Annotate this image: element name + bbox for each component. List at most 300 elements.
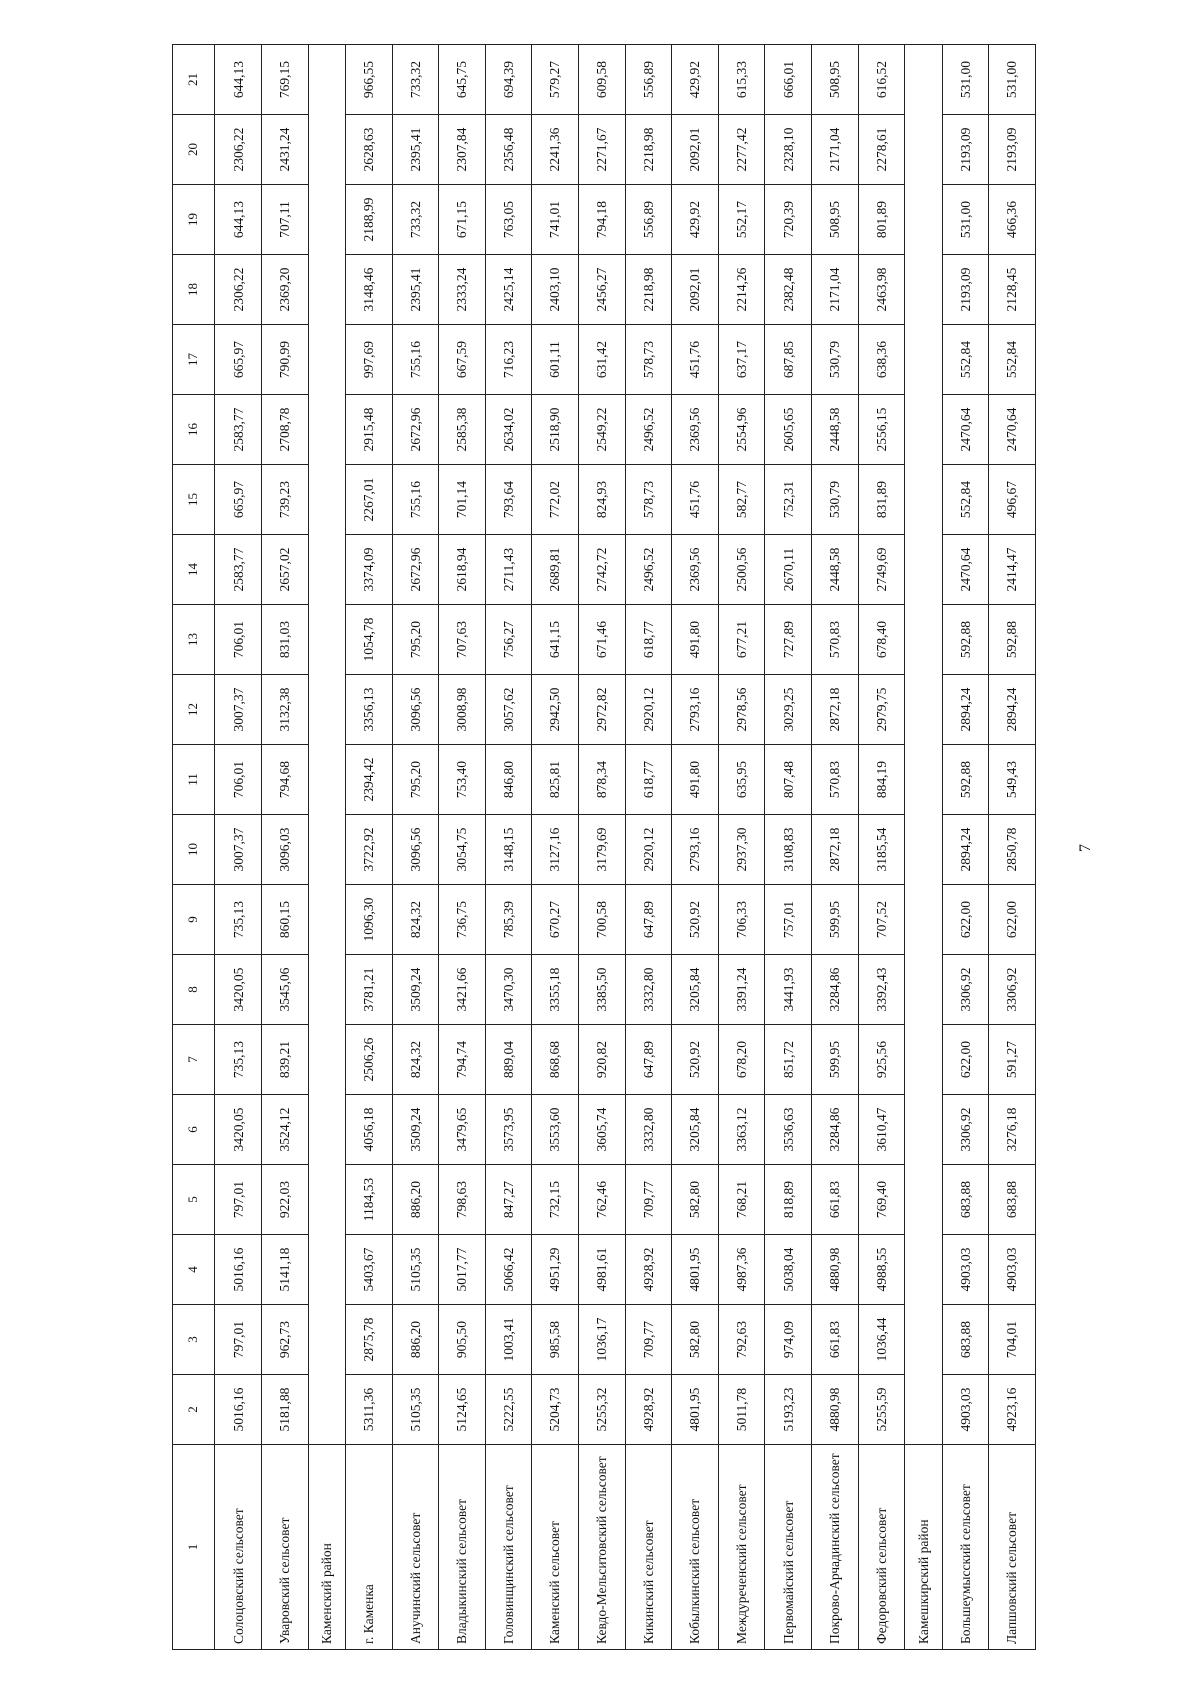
table-cell: 2872,18 — [812, 675, 859, 745]
table-cell: 707,52 — [858, 885, 905, 955]
table-cell: 2618,94 — [439, 535, 486, 605]
table-cell: 2749,69 — [858, 535, 905, 605]
settlement-name: Каменский сельсовет — [532, 1445, 579, 1650]
table-cell: 3332,80 — [625, 955, 672, 1025]
table-cell: 592,88 — [942, 745, 989, 815]
table-cell: 556,89 — [625, 185, 672, 255]
table-cell: 3509,24 — [392, 955, 439, 1025]
table-cell: 706,01 — [215, 605, 262, 675]
settlement-name: Уваровский сельсовет — [262, 1445, 309, 1650]
table-cell: 2369,56 — [672, 535, 719, 605]
table-cell: 2894,24 — [942, 675, 989, 745]
table-cell: 670,27 — [532, 885, 579, 955]
table-cell: 609,58 — [579, 45, 626, 115]
table-cell: 2395,41 — [392, 115, 439, 185]
table-cell: 757,01 — [765, 885, 812, 955]
table-cell: 2356,48 — [485, 115, 532, 185]
table-cell: 2556,15 — [858, 395, 905, 465]
table-cell: 706,01 — [215, 745, 262, 815]
data-table — [172, 44, 1036, 1650]
table-cell: 2188,99 — [345, 185, 392, 255]
table-cell: 4903,03 — [942, 1375, 989, 1445]
table-cell: 578,73 — [625, 465, 672, 535]
table-cell: 3553,60 — [532, 1095, 579, 1165]
table-cell: 578,73 — [625, 325, 672, 395]
table-cell: 2382,48 — [765, 255, 812, 325]
column-number: 17 — [173, 325, 215, 395]
table-cell: 2634,02 — [485, 395, 532, 465]
table-cell: 3479,65 — [439, 1095, 486, 1165]
table-cell: 794,74 — [439, 1025, 486, 1095]
table-cell: 520,92 — [672, 1025, 719, 1095]
table-cell: 4951,29 — [532, 1235, 579, 1305]
table-cell: 2271,67 — [579, 115, 626, 185]
table-cell: 638,36 — [858, 325, 905, 395]
table-cell: 2307,84 — [439, 115, 486, 185]
table-cell: 5403,67 — [345, 1235, 392, 1305]
table-cell: 694,39 — [485, 45, 532, 115]
table-cell: 3276,18 — [989, 1095, 1036, 1165]
table-cell: 3007,37 — [215, 815, 262, 885]
table-cell: 2920,12 — [625, 675, 672, 745]
table-cell: 647,89 — [625, 885, 672, 955]
table-cell: 3054,75 — [439, 815, 486, 885]
table-cell: 922,03 — [262, 1165, 309, 1235]
table-cell: 925,56 — [858, 1025, 905, 1095]
table-cell: 496,67 — [989, 465, 1036, 535]
table-cell: 739,23 — [262, 465, 309, 535]
table-cell: 570,83 — [812, 745, 859, 815]
table-cell: 868,68 — [532, 1025, 579, 1095]
column-number: 19 — [173, 185, 215, 255]
settlement-name: Кобылкинский сельсовет — [672, 1445, 719, 1650]
table-cell: 4801,95 — [672, 1235, 719, 1305]
table-cell: 508,95 — [812, 185, 859, 255]
table-cell: 451,76 — [672, 465, 719, 535]
table-cell: 3306,92 — [942, 955, 989, 1025]
table-row — [812, 45, 859, 1650]
column-number: 13 — [173, 605, 215, 675]
table-cell: 4880,98 — [812, 1235, 859, 1305]
table-cell: 2214,26 — [718, 255, 765, 325]
table-cell: 2425,14 — [485, 255, 532, 325]
table-cell: 1036,17 — [579, 1305, 626, 1375]
table-cell: 824,32 — [392, 885, 439, 955]
table-cell: 4928,92 — [625, 1235, 672, 1305]
table-cell: 3374,09 — [345, 535, 392, 605]
table-cell: 5011,78 — [718, 1375, 765, 1445]
table-cell: 552,84 — [942, 325, 989, 395]
table-cell: 3573,95 — [485, 1095, 532, 1165]
table-cell: 5181,88 — [262, 1375, 309, 1445]
table-cell: 878,34 — [579, 745, 626, 815]
table-cell: 4880,98 — [812, 1375, 859, 1445]
table-cell: 3057,62 — [485, 675, 532, 745]
table-cell: 3420,05 — [215, 955, 262, 1025]
table-cell: 2092,01 — [672, 255, 719, 325]
table-cell: 2193,09 — [942, 115, 989, 185]
table-cell: 2670,11 — [765, 535, 812, 605]
table-cell: 3524,12 — [262, 1095, 309, 1165]
table-cell: 732,15 — [532, 1165, 579, 1235]
table-cell: 641,15 — [532, 605, 579, 675]
table-cell: 3096,56 — [392, 815, 439, 885]
table-cell: 531,00 — [989, 45, 1036, 115]
table-cell: 801,89 — [858, 185, 905, 255]
table-cell: 2218,98 — [625, 255, 672, 325]
column-number: 10 — [173, 815, 215, 885]
table-cell: 592,88 — [942, 605, 989, 675]
table-cell: 2549,22 — [579, 395, 626, 465]
table-cell: 785,39 — [485, 885, 532, 955]
table-cell: 2979,75 — [858, 675, 905, 745]
table-cell: 622,00 — [942, 1025, 989, 1095]
table-cell: 2496,52 — [625, 395, 672, 465]
district-name: Каменский район — [308, 1445, 345, 1650]
table-cell: 2978,56 — [718, 675, 765, 745]
table-cell: 618,77 — [625, 605, 672, 675]
table-cell: 2463,98 — [858, 255, 905, 325]
table-cell: 795,20 — [392, 745, 439, 815]
table-cell: 645,75 — [439, 45, 486, 115]
table-cell: 790,99 — [262, 325, 309, 395]
table-cell: 2218,98 — [625, 115, 672, 185]
table-cell: 491,80 — [672, 745, 719, 815]
column-number: 11 — [173, 745, 215, 815]
table-cell: 1184,53 — [345, 1165, 392, 1235]
table-cell: 2585,38 — [439, 395, 486, 465]
settlement-name: Владыкинский сельсовет — [439, 1445, 486, 1650]
table-cell: 5124,65 — [439, 1375, 486, 1445]
rotated-table-container — [172, 45, 1036, 1650]
column-number: 14 — [173, 535, 215, 605]
table-row — [765, 45, 812, 1650]
table-cell: 667,59 — [439, 325, 486, 395]
table-cell: 2554,96 — [718, 395, 765, 465]
table-cell: 3356,13 — [345, 675, 392, 745]
table-cell: 687,85 — [765, 325, 812, 395]
table-cell: 2369,20 — [262, 255, 309, 325]
table-cell: 2193,09 — [989, 115, 1036, 185]
table-cell: 3441,93 — [765, 955, 812, 1025]
table-cell: 756,27 — [485, 605, 532, 675]
table-cell: 3306,92 — [942, 1095, 989, 1165]
table-cell: 647,89 — [625, 1025, 672, 1095]
table-cell: 592,88 — [989, 605, 1036, 675]
table-cell: 4923,16 — [989, 1375, 1036, 1445]
table-cell: 665,97 — [215, 465, 262, 535]
table-cell: 2448,58 — [812, 535, 859, 605]
table-cell: 2128,45 — [989, 255, 1036, 325]
column-number: 16 — [173, 395, 215, 465]
header-row — [173, 45, 215, 1650]
settlement-name: Солоцовский сельсовет — [215, 1445, 262, 1650]
table-cell: 2092,01 — [672, 115, 719, 185]
table-row — [718, 45, 765, 1650]
table-cell: 3007,37 — [215, 675, 262, 745]
table-cell: 2496,52 — [625, 535, 672, 605]
table-cell: 735,13 — [215, 885, 262, 955]
table-cell: 2850,78 — [989, 815, 1036, 885]
table-cell: 733,32 — [392, 45, 439, 115]
table-cell: 429,92 — [672, 185, 719, 255]
table-cell: 661,83 — [812, 1305, 859, 1375]
table-cell: 2414,47 — [989, 535, 1036, 605]
table-cell: 3421,66 — [439, 955, 486, 1025]
table-cell: 966,55 — [345, 45, 392, 115]
table-cell: 531,00 — [942, 45, 989, 115]
table-cell: 701,14 — [439, 465, 486, 535]
table-cell: 677,21 — [718, 605, 765, 675]
table-cell: 661,83 — [812, 1165, 859, 1235]
settlement-name: Кикинский сельсовет — [625, 1445, 672, 1650]
table-cell: 905,50 — [439, 1305, 486, 1375]
table-cell: 831,89 — [858, 465, 905, 535]
table-cell: 2894,24 — [942, 815, 989, 885]
table-cell: 2793,16 — [672, 815, 719, 885]
table-cell: 5311,36 — [345, 1375, 392, 1445]
table-cell: 4903,03 — [989, 1235, 1036, 1305]
table-cell: 851,72 — [765, 1025, 812, 1095]
table-row — [215, 45, 262, 1650]
table-cell: 831,03 — [262, 605, 309, 675]
table-cell: 570,83 — [812, 605, 859, 675]
table-cell: 3391,24 — [718, 955, 765, 1025]
table-cell: 3029,25 — [765, 675, 812, 745]
table-cell: 599,95 — [812, 885, 859, 955]
table-cell: 839,21 — [262, 1025, 309, 1095]
table-cell: 2470,64 — [942, 395, 989, 465]
table-cell: 1096,30 — [345, 885, 392, 955]
table-cell: 2711,43 — [485, 535, 532, 605]
table-cell: 2872,18 — [812, 815, 859, 885]
table-cell: 736,75 — [439, 885, 486, 955]
table-row — [532, 45, 579, 1650]
table-cell: 2915,48 — [345, 395, 392, 465]
table-cell: 5105,35 — [392, 1375, 439, 1445]
district-name: Камешкирский район — [905, 1445, 942, 1650]
table-cell: 741,01 — [532, 185, 579, 255]
column-number: 6 — [173, 1095, 215, 1165]
table-cell: 825,81 — [532, 745, 579, 815]
district-row — [905, 45, 942, 1650]
table-cell: 733,32 — [392, 185, 439, 255]
table-cell: 635,95 — [718, 745, 765, 815]
table-cell: 3132,38 — [262, 675, 309, 745]
table-cell: 795,20 — [392, 605, 439, 675]
table-cell: 3306,92 — [989, 955, 1036, 1025]
table-row — [345, 45, 392, 1650]
table-row — [942, 45, 989, 1650]
table-cell: 5255,59 — [858, 1375, 905, 1445]
table-cell: 2448,58 — [812, 395, 859, 465]
table-cell: 5017,77 — [439, 1235, 486, 1305]
table-cell: 556,89 — [625, 45, 672, 115]
table-cell: 671,46 — [579, 605, 626, 675]
table-cell: 678,40 — [858, 605, 905, 675]
table-cell: 3420,05 — [215, 1095, 262, 1165]
column-number: 15 — [173, 465, 215, 535]
table-cell: 792,63 — [718, 1305, 765, 1375]
settlement-name: Большеумысский сельсовет — [942, 1445, 989, 1650]
table-cell: 2277,42 — [718, 115, 765, 185]
page-number: 7 — [1077, 844, 1094, 852]
column-number: 5 — [173, 1165, 215, 1235]
table-cell: 3008,98 — [439, 675, 486, 745]
table-cell: 798,63 — [439, 1165, 486, 1235]
table-cell: 3096,03 — [262, 815, 309, 885]
table-cell: 3545,06 — [262, 955, 309, 1025]
column-number: 8 — [173, 955, 215, 1025]
table-cell: 666,01 — [765, 45, 812, 115]
table-cell: 5141,18 — [262, 1235, 309, 1305]
table-cell: 2328,10 — [765, 115, 812, 185]
column-number: 18 — [173, 255, 215, 325]
table-cell: 520,92 — [672, 885, 719, 955]
table-cell: 644,13 — [215, 45, 262, 115]
table-cell: 616,52 — [858, 45, 905, 115]
column-number: 12 — [173, 675, 215, 745]
table-cell: 615,33 — [718, 45, 765, 115]
table-cell: 2241,36 — [532, 115, 579, 185]
table-cell: 2672,96 — [392, 395, 439, 465]
table-cell: 601,11 — [532, 325, 579, 395]
table-cell: 920,82 — [579, 1025, 626, 1095]
table-cell: 763,05 — [485, 185, 532, 255]
table-cell: 3108,83 — [765, 815, 812, 885]
table-cell: 549,43 — [989, 745, 1036, 815]
settlement-name: Кевдо-Мельситовский сельсовет — [579, 1445, 626, 1650]
table-cell: 5193,23 — [765, 1375, 812, 1445]
table-cell: 752,31 — [765, 465, 812, 535]
column-number: 2 — [173, 1375, 215, 1445]
table-cell: 466,36 — [989, 185, 1036, 255]
table-cell: 3179,69 — [579, 815, 626, 885]
table-cell: 5105,35 — [392, 1235, 439, 1305]
table-cell: 3284,86 — [812, 955, 859, 1025]
table-cell: 762,46 — [579, 1165, 626, 1235]
table-cell: 591,27 — [989, 1025, 1036, 1095]
table-cell: 1003,41 — [485, 1305, 532, 1375]
table-cell: 530,79 — [812, 325, 859, 395]
table-cell: 794,68 — [262, 745, 309, 815]
table-cell: 985,58 — [532, 1305, 579, 1375]
table-cell: 582,80 — [672, 1165, 719, 1235]
table-row — [485, 45, 532, 1650]
table-cell: 2583,77 — [215, 535, 262, 605]
table-cell: 974,09 — [765, 1305, 812, 1375]
table-cell: 2894,24 — [989, 675, 1036, 745]
table-cell: 3610,47 — [858, 1095, 905, 1165]
table-cell: 3509,24 — [392, 1095, 439, 1165]
table-row — [672, 45, 719, 1650]
table-cell: 753,40 — [439, 745, 486, 815]
table-cell: 530,79 — [812, 465, 859, 535]
table-cell: 2369,56 — [672, 395, 719, 465]
table-cell: 2456,27 — [579, 255, 626, 325]
table-cell: 2470,64 — [989, 395, 1036, 465]
table-cell: 2267,01 — [345, 465, 392, 535]
table-cell: 1054,78 — [345, 605, 392, 675]
table-cell: 644,13 — [215, 185, 262, 255]
table-cell: 2793,16 — [672, 675, 719, 745]
table-cell: 4801,95 — [672, 1375, 719, 1445]
table-cell: 4928,92 — [625, 1375, 672, 1445]
table-cell: 5255,32 — [579, 1375, 626, 1445]
table-cell: 3605,74 — [579, 1095, 626, 1165]
settlement-name: Первомайский сельсовет — [765, 1445, 812, 1650]
table-cell: 3392,43 — [858, 955, 905, 1025]
table-cell: 3127,16 — [532, 815, 579, 885]
table-cell: 2518,90 — [532, 395, 579, 465]
empty-cell — [308, 45, 345, 1445]
table-cell: 2431,24 — [262, 115, 309, 185]
table-cell: 2708,78 — [262, 395, 309, 465]
table-row — [439, 45, 486, 1650]
table-cell: 886,20 — [392, 1165, 439, 1235]
table-cell: 5204,73 — [532, 1375, 579, 1445]
table-cell: 735,13 — [215, 1025, 262, 1095]
table-cell: 552,84 — [989, 325, 1036, 395]
table-row — [392, 45, 439, 1650]
table-cell: 2605,65 — [765, 395, 812, 465]
table-cell: 3284,86 — [812, 1095, 859, 1165]
table-cell: 824,32 — [392, 1025, 439, 1095]
column-number: 1 — [173, 1445, 215, 1650]
table-cell: 768,21 — [718, 1165, 765, 1235]
table-cell: 3148,46 — [345, 255, 392, 325]
table-cell: 3385,50 — [579, 955, 626, 1025]
table-cell: 451,76 — [672, 325, 719, 395]
table-cell: 3470,30 — [485, 955, 532, 1025]
table-row — [579, 45, 626, 1650]
table-cell: 2689,81 — [532, 535, 579, 605]
table-cell: 2193,09 — [942, 255, 989, 325]
table-cell: 2628,63 — [345, 115, 392, 185]
table-cell: 2333,24 — [439, 255, 486, 325]
table-cell: 4903,03 — [942, 1235, 989, 1305]
table-cell: 665,97 — [215, 325, 262, 395]
table-cell: 3332,80 — [625, 1095, 672, 1165]
settlement-name: Анучинский сельсовет — [392, 1445, 439, 1650]
table-cell: 4056,18 — [345, 1095, 392, 1165]
table-cell: 683,88 — [942, 1305, 989, 1375]
table-cell: 3096,56 — [392, 675, 439, 745]
table-cell: 846,80 — [485, 745, 532, 815]
table-cell: 3205,84 — [672, 1095, 719, 1165]
table-cell: 755,16 — [392, 465, 439, 535]
table-cell: 2278,61 — [858, 115, 905, 185]
table-cell: 772,02 — [532, 465, 579, 535]
table-cell: 818,89 — [765, 1165, 812, 1235]
column-number: 7 — [173, 1025, 215, 1095]
table-cell: 709,77 — [625, 1165, 672, 1235]
empty-cell — [905, 45, 942, 1445]
table-cell: 429,92 — [672, 45, 719, 115]
table-cell: 706,33 — [718, 885, 765, 955]
table-cell: 599,95 — [812, 1025, 859, 1095]
table-cell: 720,39 — [765, 185, 812, 255]
table-cell: 886,20 — [392, 1305, 439, 1375]
table-cell: 860,15 — [262, 885, 309, 955]
table-cell: 5066,42 — [485, 1235, 532, 1305]
column-number: 9 — [173, 885, 215, 955]
table-cell: 637,17 — [718, 325, 765, 395]
table-cell: 2942,50 — [532, 675, 579, 745]
table-cell: 2972,82 — [579, 675, 626, 745]
table-cell: 631,42 — [579, 325, 626, 395]
table-row — [625, 45, 672, 1650]
